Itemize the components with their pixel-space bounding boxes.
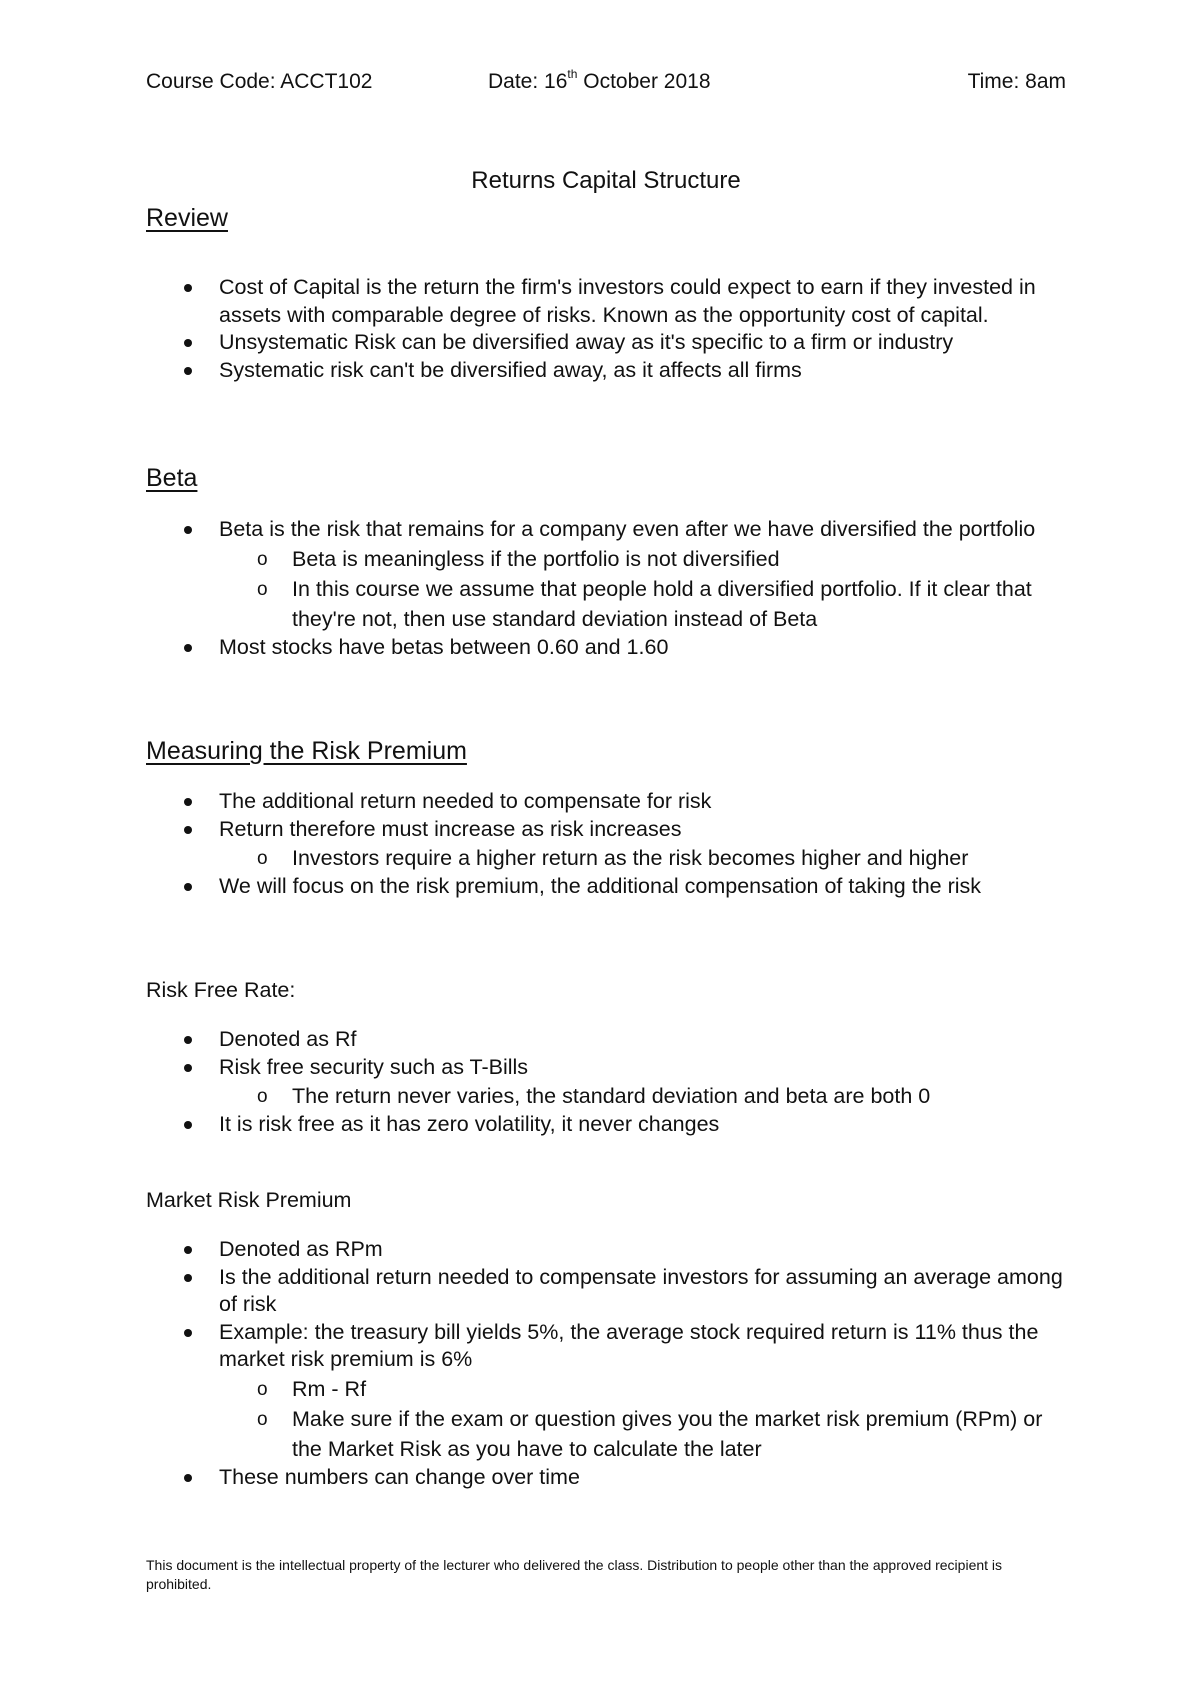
list-item-text: Systematic risk can't be diversified away, as it affects all firms (219, 357, 802, 382)
list-item (146, 516, 1066, 634)
list-item-text: We will focus on the risk premium, the additional compensation of taking the risk (219, 874, 982, 898)
bullet-icon (184, 826, 192, 834)
bullet-icon (184, 798, 192, 806)
list-item (146, 634, 1066, 662)
sub-list-item (219, 1374, 1066, 1404)
list-item-text: Is the additional return needed to compensate investors for assuming an average among of risk (219, 1264, 1063, 1316)
list-item-text: Risk free security such as T-Bills (219, 1054, 529, 1079)
sub-list-item (219, 843, 1066, 873)
bullet-icon (184, 1121, 192, 1129)
lecture-time: Time: 8am (967, 70, 1066, 93)
review-list (146, 274, 1066, 384)
list-item (146, 816, 1066, 874)
list-item-text: Most stocks have betas between 0.60 and 1.60 (219, 634, 669, 659)
bullet-icon (184, 1474, 192, 1482)
copyright-notice: This document is the intellectual property of the lecturer who delivered the class. Distribution to people other than the approved recipient is prohibited. (146, 1557, 1003, 1592)
list-item (146, 1264, 1066, 1319)
list-item (146, 1319, 1066, 1464)
sub-list-item (219, 574, 1066, 634)
list-item-text: Denoted as Rf (219, 1027, 357, 1051)
sub-bullet-icon: o (257, 548, 268, 570)
bullet-icon (184, 339, 192, 347)
risk-premium-sublist (219, 843, 1066, 873)
lecture-date (488, 67, 711, 94)
list-item-text: Example: the treasury bill yields 5%, the average stock required return is 11% thus the market risk premium is 6% (219, 1319, 1039, 1371)
sub-bullet-icon: o (257, 1086, 268, 1107)
sub-list-item-text: In this course we assume that people hold a diversified portfolio. If it clear that they're not, then use standard deviation instead of Beta (292, 576, 1032, 631)
bullet-icon (184, 526, 192, 534)
sub-list-item (219, 1081, 1066, 1111)
bullet-icon (184, 1246, 192, 1254)
sub-list-item (219, 1404, 1066, 1464)
sub-bullet-icon: o (257, 1408, 268, 1430)
risk-free-rate-heading: Risk Free Rate: (146, 978, 296, 1002)
section-heading-beta: Beta (146, 464, 198, 492)
list-item-text: The additional return needed to compensate for risk (219, 789, 712, 813)
list-item (146, 1464, 1066, 1492)
list-item-text: Denoted as RPm (219, 1237, 383, 1261)
list-item (146, 357, 1066, 385)
sub-list-item-text: Investors require a higher return as the risk becomes higher and higher (292, 846, 969, 870)
sub-list-item (219, 544, 1066, 574)
list-item (146, 1236, 1066, 1264)
bullet-icon (184, 284, 192, 292)
document-page (146, 0, 1066, 1698)
risk-premium-list (146, 788, 1066, 901)
sub-bullet-icon: o (257, 1378, 268, 1400)
list-item (146, 873, 1066, 901)
date-ordinal: th (567, 67, 578, 81)
market-risk-premium-heading: Market Risk Premium (146, 1188, 352, 1212)
list-item-text: Return therefore must increase as risk increases (219, 816, 682, 841)
list-item (146, 1054, 1066, 1112)
sub-list-item-text: The return never varies, the standard deviation and beta are both 0 (292, 1084, 931, 1108)
beta-list (146, 516, 1066, 661)
list-item-text: Cost of Capital is the return the firm's investors could expect to earn if they invested in assets with comparable degree of risks. Known as the opportunity cost of capital. (219, 275, 1036, 327)
list-item-text: Beta is the risk that remains for a company even after we have diversified the portfolio (219, 517, 1036, 541)
section-heading-risk-premium: Measuring the Risk Premium (146, 737, 467, 765)
date-prefix: Date: 16 (488, 70, 568, 93)
date-suffix: October 2018 (577, 70, 711, 93)
list-item-text: These numbers can change over time (219, 1464, 580, 1489)
bullet-icon (184, 883, 192, 891)
list-item-text: It is risk free as it has zero volatility, it never changes (219, 1112, 720, 1136)
sub-list-item-text: Make sure if the exam or question gives you the market risk premium (RPm) or the Market Risk as you have to calculate the later (292, 1406, 1043, 1461)
sub-list-item-text: Beta is meaningless if the portfolio is not diversified (292, 546, 780, 571)
bullet-icon (184, 1036, 192, 1044)
list-item (146, 329, 1066, 357)
page-title: Returns Capital Structure (471, 167, 741, 194)
bullet-icon (184, 1064, 192, 1072)
market-premium-sublist (219, 1374, 1066, 1464)
list-item (146, 1026, 1066, 1054)
section-heading-review: Review (146, 204, 228, 232)
list-item (146, 788, 1066, 816)
sub-bullet-icon: o (257, 848, 268, 869)
sub-list-item-text: Rm - Rf (292, 1376, 367, 1401)
beta-sublist (219, 544, 1066, 634)
sub-bullet-icon: o (257, 578, 268, 600)
course-code: Course Code: ACCT102 (146, 70, 373, 93)
document-header (146, 67, 1066, 100)
risk-free-sublist (219, 1081, 1066, 1111)
risk-free-list (146, 1026, 1066, 1139)
list-item-text: Unsystematic Risk can be diversified away as it's specific to a firm or industry (219, 330, 954, 354)
bullet-icon (184, 644, 192, 652)
list-item (146, 274, 1066, 329)
bullet-icon (184, 367, 192, 375)
list-item (146, 1111, 1066, 1139)
bullet-icon (184, 1274, 192, 1282)
market-premium-list (146, 1236, 1066, 1491)
bullet-icon (184, 1329, 192, 1337)
